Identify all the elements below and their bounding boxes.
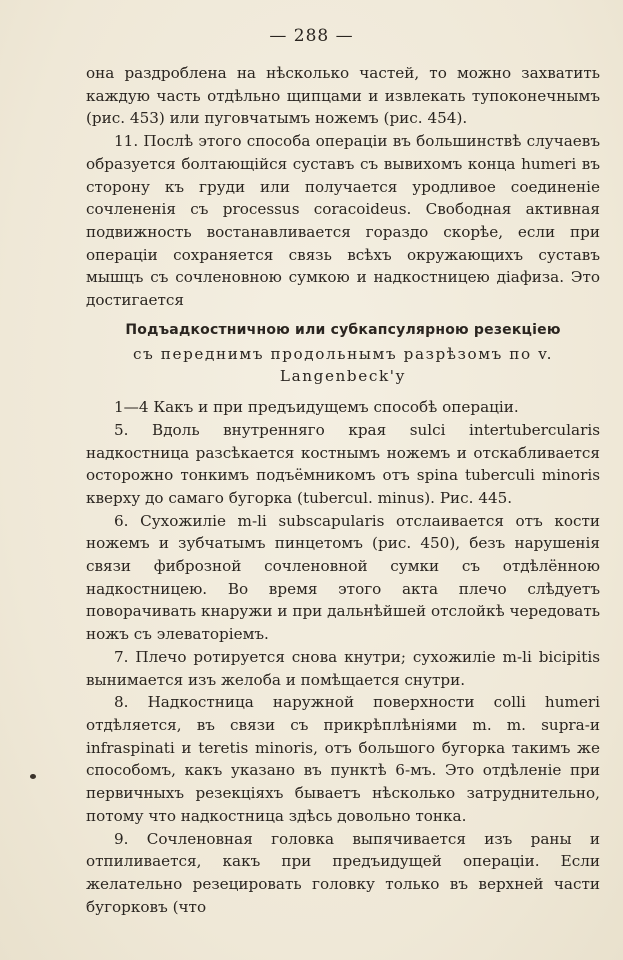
section-heading: Подъадкостничною или субкапсулярною резекціею	[125, 321, 561, 338]
paragraph-step-1-4: 1—4 Какъ и при предъидущемъ способѣ операціи.	[114, 398, 519, 417]
body-text	[86, 62, 600, 918]
paragraph-step-8: 8. Надкостница наружной поверхности colli humeri отдѣляется, въ связи съ прикрѣплѣніями m. m. supra-и infraspinati и teretis minoris, отъ большого бугорка такимъ же способомъ, какъ указано въ пунктѣ 6-мъ. Это отдѣленіе при первичныхъ резекціяхъ бываетъ нѣсколько затруднительно, потому что надкостница здѣсь довольно тонка.	[86, 693, 600, 825]
paragraph-step-9: 9. Сочленовная головка выпячивается изъ раны и отпиливается, какъ при предъидущей операціи. Если желательно резецировать головку только въ верхней части бугорковъ (что	[86, 829, 600, 916]
paragraph-step-7: 7. Плечо ротируется снова кнутри; сухожиліе m-li bicipitis вынимается изъ желоба и помѣщается снутри.	[86, 647, 600, 689]
paragraph-step-6: 6. Сухожиліе m-li subscapularis отслаивается отъ кости ножемъ и зубчатымъ пинцетомъ (рис. 450), безъ нарушенія связи фиброзной сочленовной сумки съ отдѣлённою надкостницею. Во время этого акта плечо слѣдуетъ поворачивать кнаружи и при дальнѣйшей отслойкѣ чередовать ножъ съ элеваторіемъ.	[86, 511, 600, 644]
page-number: — 288 —	[269, 26, 354, 46]
section-subheading: съ переднимъ продольнымъ разрѣзомъ по v. Langenbeck'у	[133, 344, 553, 386]
paragraph-step-5: 5. Вдоль внутренняго края sulci intertubercularis надкостница разсѣкается костнымъ ножемъ и отскабливается осторожно тонкимъ подъёмникомъ отъ spina tuberculi minoris кверху до самаго бугорка (tubercul. minus). Рис. 445.	[86, 420, 600, 507]
paragraph-continuation: она раздроблена на нѣсколько частей, то можно захватить каждую часть отдѣльно щипцами и извлекать тупоконечнымъ (рис. 453) или пуговчатымъ ножемъ (рис. 454).	[86, 64, 600, 128]
paragraph-11: 11. Послѣ этого способа операціи въ большинствѣ случаевъ образуется болтающійся суставъ съ вывихомъ конца humeri въ сторону къ груди или получается уродливое соединеніе сочлененія съ processus coracoideus. Свободная активная подвижность востанавливается гораздо скорѣе, если при операціи сохраняется связь всѣхъ окружающихъ суставъ мышцъ съ сочленовною сумкою и надкостницею діафиза. Это достигается	[86, 132, 600, 310]
ink-speck	[30, 774, 36, 779]
